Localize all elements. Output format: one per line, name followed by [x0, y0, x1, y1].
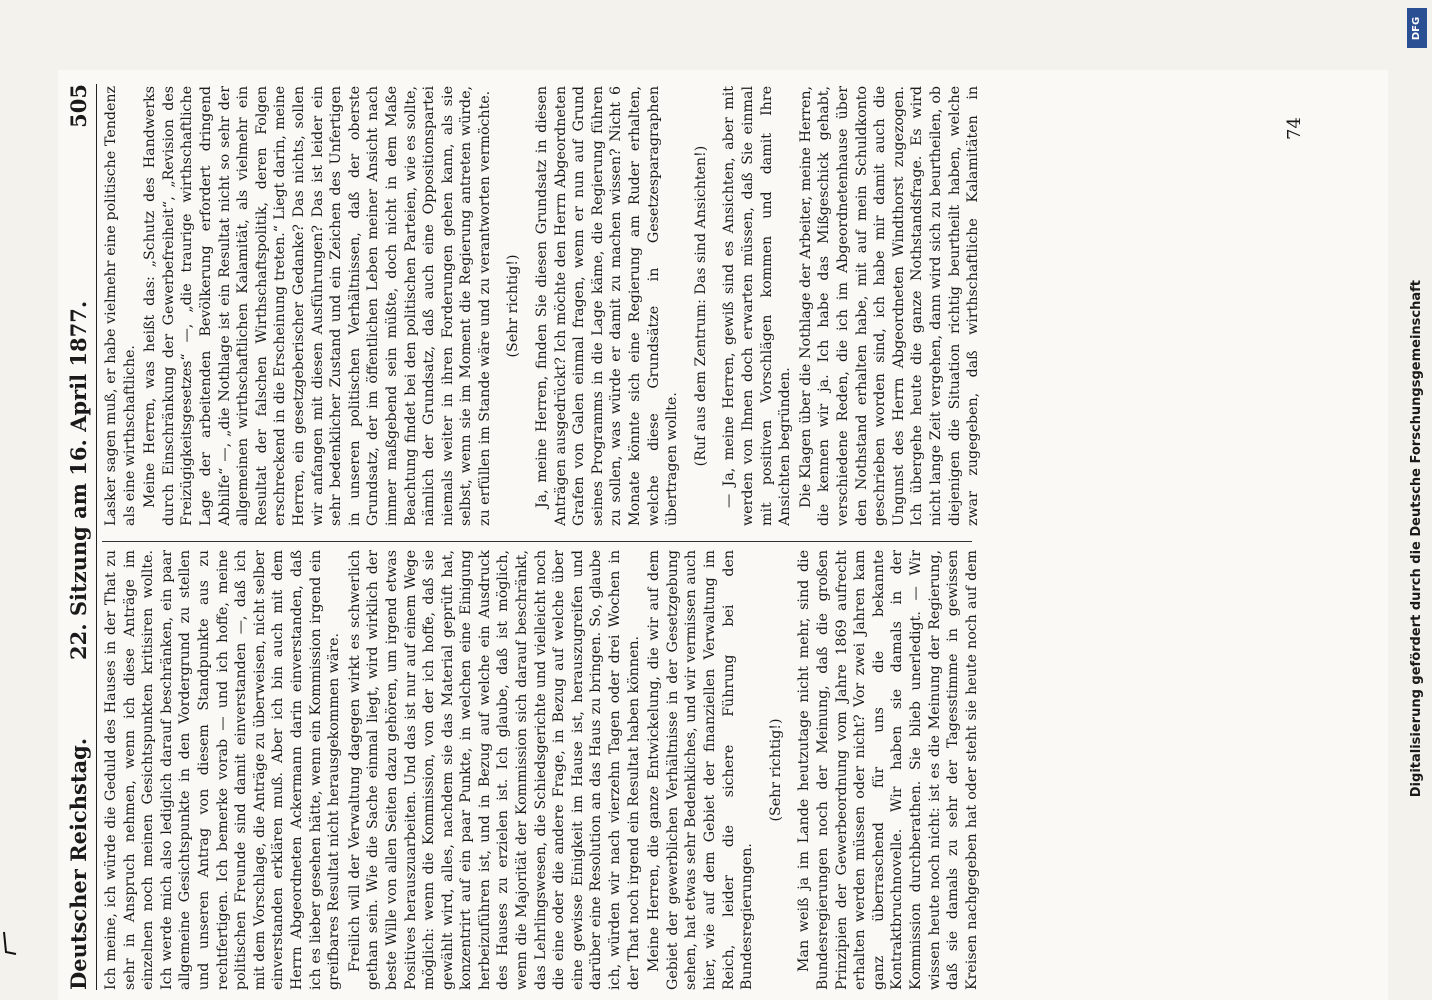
page-header — [62, 84, 97, 990]
applause-note: (Sehr richtig!) — [505, 254, 522, 358]
paragraph: Lasker sagen muß, er habe vielmehr eine politische Tendenz als eine wirthschaftliche. — [103, 86, 138, 526]
paragraph: Die Klagen über die Nothlage der Arbeiter, meine Herren, die kennen wir ja. Ich habe das Mißgeschick gehabt, verschiedene Reden, die ich im Abgeordnetenhause über den Nothstand erhalten habe, mit auf mein Schuldkonto geschrieben worden sind, ich habe mir damit auch die Ungunst des Herrn Abgeordneten Windthorst zugezogen. Ich übergehe heute die ganze Nothstandsfrage. Es wird nicht lange Zeit vergehen, dann wird sich zu beurtheilen, ob diejenigen die Situation richtig beurtheilt haben, welche zwar zugegeben, daß wirthschaftliche Kalamitäten in — [797, 86, 982, 526]
sheet-signature: 74 — [1284, 117, 1305, 140]
dfg-logo: DFG — [1407, 8, 1427, 48]
paragraph: — Ja, meine Herren, gewiß sind es Ansichten, aber mit werden von Ihnen doch erwarten müssen, daß Sie einmal mit positiven Vorschlägen kommen und damit Ihre Ansichten begründen. — [721, 86, 794, 526]
column-divider — [102, 541, 972, 542]
page-number: 505 — [66, 84, 91, 128]
paragraph: Man weiß ja im Lande heutzutage nicht mehr, sind die Bundesregierungen noch der Meinung, daß die großen Prinzipien der Gewerbeordnung vom Jahre 1869 aufrecht erhalten werden müssen oder nicht? Vor zwei Jahren kam ganz überraschend für uns die bekannte Kontraktbruchnovelle. Wir haben sie damals in der Kommission durchberathen. Sie blieb unerledigt. — Wir wissen heute noch nicht: ist es die Meinung der Regierung, daß sie damals zu sehr der Tagesstimme in gewissen Kreisen nachgegeben hat oder steht sie heute noch auf dem — [796, 550, 980, 990]
paragraph: Freilich will der Verwaltung dagegen wirkt es schwerlich gethan sein. Wie die Sache einmal liegt, wird wirklich der beste Wille von allen Seiten dazu gehören, um irgend etwas Positives herauszuarbeiten. Und das ist nur auf einem Wege möglich: wenn die Kommission, von der ich hoffe, daß sie gewählt wird, alles, nachdem sie das Material geprüft hat, konzentrirt auf ein paar Punkte, in welchen eine Einigung herbeizuführen ist, und in Bezug auf welche ein Ausdruck des Hauses zu erzielen ist. Ich glaube, daß ist möglich, wenn die Majorität der Kommission sich darauf beschränkt, das Lehrlingswesen, die Schiedsgerichte und vielleicht noch die eine oder die andere Frage, in Bezug auf welche über eine gewisse Einigkeit im Hause ist, herauszugreifen und darüber eine Resolution an das Haus zu bringen. So, glaube ich, würden wir nach vierzehn Tagen oder drei Wochen in der That noch irgend ein Resultat haben können. — [346, 550, 642, 990]
paragraph: Meine Herren, was heißt das: „Schutz des Handwerks durch Einschränkung der Gewerbefreiheit“, „Revision des Freizügigkeitsgesetzes“ —, „die traurige wirthschaftliche Lage der arbeitenden Bevölkerung erfordert dringend Abhilfe“ —, „die Nothlage ist ein Resultat nicht so sehr der allgemeinen wirthschaftlichen Kalamität, als vielmehr ein Resultat der falschen Wirthschaftspolitik, deren Folgen erschreckend in die Erscheinung treten.“ Liegt darin, meine Herren, ein gesetzgeberischer Gedanke? Das nichts, sollen wir anfangen mit diesen Ausführungen? Das ist leider ein sehr bedenklicher Zustand und ein Zeichen des Unfertigen in unseren politischen Verhältnissen, daß der oberste Grundsatz, der im öffentlichen Leben meiner Ansicht nach immer maßgebend sein müßte, doch nicht in dem Maße Beachtung findet bei den politischen Parteien, wie es sollte, nämlich der Grundsatz, daß auch eine Oppositionspartei niemals weiter in ihren Forderungen gehen kann, als sie selbst, wenn sie im Moment die Regierung antreten würde, zu erfüllen im Stande wäre und zu verantworten vermöchte. — [142, 86, 493, 526]
dfg-funding-text: Digitalisierung gefördert durch die Deutsche Forschungsgemeinschaft — [1409, 280, 1424, 798]
newspaper-page — [58, 70, 1388, 1000]
interjection-note: (Ruf aus dem Zentrum: Das sind Ansichten!) — [692, 145, 709, 467]
paragraph: Meine Herren, die ganze Entwickelung, die wir auf dem Gebiet der gewerblichen Verhältnisse in der Gesetzgebung sehen, hat etwas sehr Bedenkliches, und wir vermissen auch hier, wie auf dem Gebiet der finanziellen Verwaltung im Reich, leider die sichere Führung bei den Bundesregierungen. — [646, 550, 756, 990]
left-column — [102, 550, 982, 990]
right-column — [102, 86, 982, 526]
dfg-funding-strip — [1404, 0, 1430, 1000]
paragraph: Ja, meine Herren, finden Sie diesen Grundsatz in diesen Anträgen ausgedrückt? Ich möchte den Herrn Abgeordneten Grafen von Galen einmal fragen, wenn er nun auf Grund seines Programms in die Lage käme, die Regierung führen zu sollen, was würde er damit zu machen wissen? Nicht 6 Monate könnte sich eine Regierung am Ruder erhalten, welche diese Grundsätze in Gesetzesparagraphen übertragen wollte. — [534, 86, 681, 526]
paragraph: Ich meine, ich würde die Geduld des Hauses in der That zu sehr in Anspruch nehmen, wenn ich diese Anträge im einzelnen noch meinen Gesichtspunkten kritisiren wollte. Ich werde mich also lediglich darauf beschränken, ein paar allgemeine Gesichtspunkte in den Vordergrund zu stellen und unseren Antrag von diesem Standpunkte aus zu rechtfertigen. Ich bemerke vorab — und ich hoffe, meine politischen Freunde sind damit einverstanden —, daß ich mit dem Vorschlage, die Anträge zu überweisen, nicht selber einverstanden erklären muß. Aber ich bin auch mit dem Herrn Abgeordneten Ackermann darin einverstanden, daß ich es lieber gesehen hätte, wenn ein Kommission irgend ein greifbares Resultat nicht herausgekommen wäre. — [103, 550, 343, 990]
applause-note: (Sehr richtig!) — [767, 718, 784, 822]
session-date: 22. Sitzung am 16. April 1877. — [66, 300, 91, 660]
publication-title: Deutscher Reichstag. — [66, 737, 91, 990]
scan-edge-mark — [0, 930, 20, 956]
